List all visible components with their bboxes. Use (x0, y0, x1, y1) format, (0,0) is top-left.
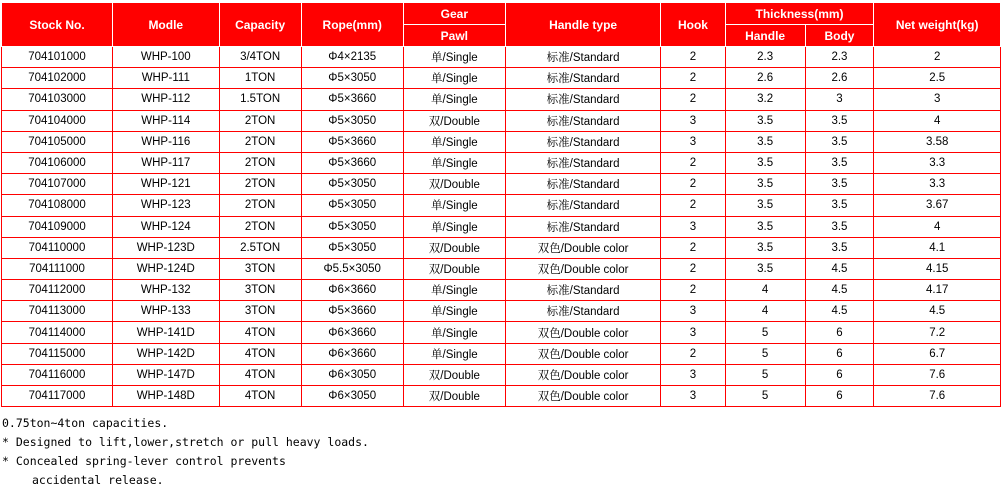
table-cell: 704102000 (2, 68, 113, 89)
table-cell: 2 (661, 195, 725, 216)
header-hook: Hook (661, 3, 725, 47)
table-cell: WHP-117 (113, 152, 220, 173)
specification-table (1, 2, 1001, 407)
table-cell: 单/Single (403, 152, 505, 173)
table-cell: 704111000 (2, 258, 113, 279)
table-cell: 3.5 (805, 131, 874, 152)
header-capacity: Capacity (219, 3, 301, 47)
table-cell: 3.5 (805, 237, 874, 258)
table-cell: 704101000 (2, 47, 113, 68)
header-handle-type: Handle type (505, 3, 660, 47)
table-row (2, 68, 1001, 89)
header-thickness-body: Body (805, 25, 874, 47)
table-cell: 4.5 (805, 280, 874, 301)
table-cell: 704117000 (2, 386, 113, 407)
table-cell: 3.5 (805, 110, 874, 131)
table-cell: 6 (805, 386, 874, 407)
table-row (2, 280, 1001, 301)
table-cell: 3.2 (725, 89, 805, 110)
table-cell: 3/4TON (219, 47, 301, 68)
table-cell: 4.17 (874, 280, 1001, 301)
table-cell: 2.6 (805, 68, 874, 89)
table-row (2, 131, 1001, 152)
table-cell: 704107000 (2, 174, 113, 195)
table-cell: 标准/Standard (505, 152, 660, 173)
table-cell: 2 (661, 237, 725, 258)
table-cell: 4TON (219, 343, 301, 364)
table-cell: 双色/Double color (505, 364, 660, 385)
note-line: * Designed to lift,lower,stretch or pull heavy loads. (2, 435, 369, 450)
table-cell: WHP-141D (113, 322, 220, 343)
table-cell: 2TON (219, 195, 301, 216)
table-cell: 2.6 (725, 68, 805, 89)
table-cell: 704115000 (2, 343, 113, 364)
table-row (2, 258, 1001, 279)
table-cell: 5 (725, 343, 805, 364)
table-cell: Φ5×3660 (301, 89, 403, 110)
header-pawl: Pawl (403, 25, 505, 47)
table-cell: 2 (661, 89, 725, 110)
table-cell: WHP-123D (113, 237, 220, 258)
table-cell: 2.5 (874, 68, 1001, 89)
table-cell: 双/Double (403, 386, 505, 407)
table-cell: Φ6×3050 (301, 386, 403, 407)
table-cell: 1.5TON (219, 89, 301, 110)
header-model: Modle (113, 3, 220, 47)
table-cell: 1TON (219, 68, 301, 89)
table-cell: 2TON (219, 131, 301, 152)
table-cell: 704112000 (2, 280, 113, 301)
table-cell: 标准/Standard (505, 89, 660, 110)
table-cell: 2.3 (725, 47, 805, 68)
table-cell: WHP-111 (113, 68, 220, 89)
table-cell: 3 (874, 89, 1001, 110)
table-cell: 6 (805, 343, 874, 364)
table-cell: 3.3 (874, 152, 1001, 173)
table-cell: 2 (661, 258, 725, 279)
table-cell: 双/Double (403, 364, 505, 385)
table-cell: Φ5×3050 (301, 216, 403, 237)
table-cell: 2 (874, 47, 1001, 68)
table-cell: 标准/Standard (505, 110, 660, 131)
spec-sheet (0, 2, 1002, 488)
table-cell: 3 (661, 364, 725, 385)
table-cell: 6 (805, 322, 874, 343)
table-cell: 单/Single (403, 47, 505, 68)
table-row (2, 89, 1001, 110)
table-cell: 4 (874, 110, 1001, 131)
table-cell: WHP-100 (113, 47, 220, 68)
table-cell: 双/Double (403, 258, 505, 279)
table-cell: 双色/Double color (505, 322, 660, 343)
table-row (2, 237, 1001, 258)
table-cell: 3TON (219, 258, 301, 279)
table-cell: 2.3 (805, 47, 874, 68)
table-cell: 单/Single (403, 322, 505, 343)
table-cell: 标准/Standard (505, 195, 660, 216)
table-cell: 2 (661, 47, 725, 68)
table-cell: WHP-123 (113, 195, 220, 216)
table-cell: 双/Double (403, 174, 505, 195)
table-cell: 4.5 (805, 258, 874, 279)
table-cell: 标准/Standard (505, 47, 660, 68)
table-cell: 4TON (219, 386, 301, 407)
table-cell: 单/Single (403, 301, 505, 322)
table-cell: 704113000 (2, 301, 113, 322)
table-cell: 标准/Standard (505, 174, 660, 195)
table-cell: 3 (661, 216, 725, 237)
table-cell: 3.67 (874, 195, 1001, 216)
table-cell: 双色/Double color (505, 386, 660, 407)
table-cell: 3.5 (805, 174, 874, 195)
header-row-1 (2, 3, 1001, 25)
table-row (2, 174, 1001, 195)
table-body (2, 47, 1001, 407)
table-cell: 3.5 (725, 131, 805, 152)
table-cell: 3.5 (725, 174, 805, 195)
table-cell: 7.6 (874, 364, 1001, 385)
table-cell: Φ6×3660 (301, 280, 403, 301)
table-row (2, 152, 1001, 173)
table-row (2, 47, 1001, 68)
table-cell: Φ4×2135 (301, 47, 403, 68)
table-cell: 7.2 (874, 322, 1001, 343)
table-cell: 3.5 (725, 195, 805, 216)
table-cell: WHP-148D (113, 386, 220, 407)
table-cell: 单/Single (403, 280, 505, 301)
table-cell: WHP-112 (113, 89, 220, 110)
table-cell: 4 (874, 216, 1001, 237)
table-cell: 3 (661, 386, 725, 407)
table-cell: 4.1 (874, 237, 1001, 258)
table-cell: 4.5 (874, 301, 1001, 322)
table-cell: 6.7 (874, 343, 1001, 364)
table-cell: 双色/Double color (505, 343, 660, 364)
table-cell: Φ5×3050 (301, 195, 403, 216)
table-cell: 4 (725, 301, 805, 322)
header-rope: Rope(mm) (301, 3, 403, 47)
table-cell: 704105000 (2, 131, 113, 152)
table-cell: Φ5×3050 (301, 237, 403, 258)
table-row (2, 364, 1001, 385)
table-cell: WHP-116 (113, 131, 220, 152)
table-cell: WHP-133 (113, 301, 220, 322)
table-cell: 3.5 (725, 216, 805, 237)
table-cell: 704104000 (2, 110, 113, 131)
table-cell: Φ6×3050 (301, 364, 403, 385)
table-cell: 6 (805, 364, 874, 385)
table-cell: WHP-132 (113, 280, 220, 301)
header-thickness: Thickness(mm) (725, 3, 874, 25)
table-cell: 3.5 (805, 195, 874, 216)
table-cell: 双/Double (403, 237, 505, 258)
table-cell: 2TON (219, 216, 301, 237)
header-net-weight: Net weight(kg) (874, 3, 1001, 47)
table-cell: 3.5 (725, 110, 805, 131)
table-cell: Φ5×3660 (301, 301, 403, 322)
table-row (2, 343, 1001, 364)
table-cell: 3.3 (874, 174, 1001, 195)
table-cell: 3.5 (805, 216, 874, 237)
table-cell: 704110000 (2, 237, 113, 258)
header-thickness-handle: Handle (725, 25, 805, 47)
table-cell: 双/Double (403, 110, 505, 131)
table-row (2, 301, 1001, 322)
table-cell: Φ6×3660 (301, 322, 403, 343)
table-cell: 5 (725, 322, 805, 343)
table-cell: 双色/Double color (505, 237, 660, 258)
table-cell: 双色/Double color (505, 258, 660, 279)
table-cell: 4TON (219, 322, 301, 343)
table-cell: 704114000 (2, 322, 113, 343)
table-cell: 标准/Standard (505, 280, 660, 301)
table-cell: 4.5 (805, 301, 874, 322)
note-line: * Concealed spring-lever control prevents (2, 454, 286, 469)
table-cell: 2 (661, 152, 725, 173)
table-cell: Φ5×3050 (301, 110, 403, 131)
table-cell: 2.5TON (219, 237, 301, 258)
table-cell: 2TON (219, 110, 301, 131)
table-cell: 单/Single (403, 343, 505, 364)
table-cell: 3 (805, 89, 874, 110)
table-cell: 2 (661, 343, 725, 364)
table-cell: Φ5.5×3050 (301, 258, 403, 279)
table-cell: 3TON (219, 280, 301, 301)
table-cell: 标准/Standard (505, 301, 660, 322)
table-cell: 3.5 (805, 152, 874, 173)
table-cell: WHP-121 (113, 174, 220, 195)
table-cell: WHP-142D (113, 343, 220, 364)
table-cell: Φ5×3660 (301, 131, 403, 152)
table-cell: 704103000 (2, 89, 113, 110)
table-cell: WHP-114 (113, 110, 220, 131)
table-cell: 3 (661, 322, 725, 343)
table-cell: 5 (725, 364, 805, 385)
table-cell: 标准/Standard (505, 216, 660, 237)
table-cell: 单/Single (403, 195, 505, 216)
header-stock-no: Stock No. (2, 3, 113, 47)
table-row (2, 216, 1001, 237)
table-cell: WHP-124 (113, 216, 220, 237)
table-cell: 704106000 (2, 152, 113, 173)
table-cell: 3 (661, 131, 725, 152)
note-line: 0.75ton~4ton capacities. (2, 416, 169, 431)
table-cell: 标准/Standard (505, 131, 660, 152)
table-cell: 单/Single (403, 68, 505, 89)
table-cell: 704116000 (2, 364, 113, 385)
table-row (2, 195, 1001, 216)
table-cell: 3.58 (874, 131, 1001, 152)
table-header (2, 3, 1001, 47)
table-cell: 标准/Standard (505, 68, 660, 89)
table-cell: 2TON (219, 152, 301, 173)
table-cell: Φ5×3050 (301, 68, 403, 89)
table-cell: 单/Single (403, 89, 505, 110)
table-cell: Φ5×3050 (301, 174, 403, 195)
table-cell: 3 (661, 301, 725, 322)
table-row (2, 322, 1001, 343)
table-cell: 4 (725, 280, 805, 301)
table-cell: 7.6 (874, 386, 1001, 407)
table-row (2, 386, 1001, 407)
table-cell: 单/Single (403, 216, 505, 237)
table-cell: 2 (661, 280, 725, 301)
table-cell: 3.5 (725, 258, 805, 279)
table-cell: 5 (725, 386, 805, 407)
table-cell: 3TON (219, 301, 301, 322)
table-cell: WHP-147D (113, 364, 220, 385)
table-cell: 3 (661, 110, 725, 131)
note-line: accidental release. (32, 473, 164, 488)
table-cell: WHP-124D (113, 258, 220, 279)
notes-block (2, 414, 1002, 490)
table-row (2, 110, 1001, 131)
table-cell: 3.5 (725, 237, 805, 258)
table-cell: Φ5×3660 (301, 152, 403, 173)
table-cell: 2 (661, 174, 725, 195)
table-cell: 2TON (219, 174, 301, 195)
table-cell: 3.5 (725, 152, 805, 173)
table-cell: 2 (661, 68, 725, 89)
table-cell: 704108000 (2, 195, 113, 216)
table-cell: 4TON (219, 364, 301, 385)
table-cell: 704109000 (2, 216, 113, 237)
table-cell: 单/Single (403, 131, 505, 152)
table-cell: Φ6×3660 (301, 343, 403, 364)
table-cell: 4.15 (874, 258, 1001, 279)
header-gear: Gear (403, 3, 505, 25)
